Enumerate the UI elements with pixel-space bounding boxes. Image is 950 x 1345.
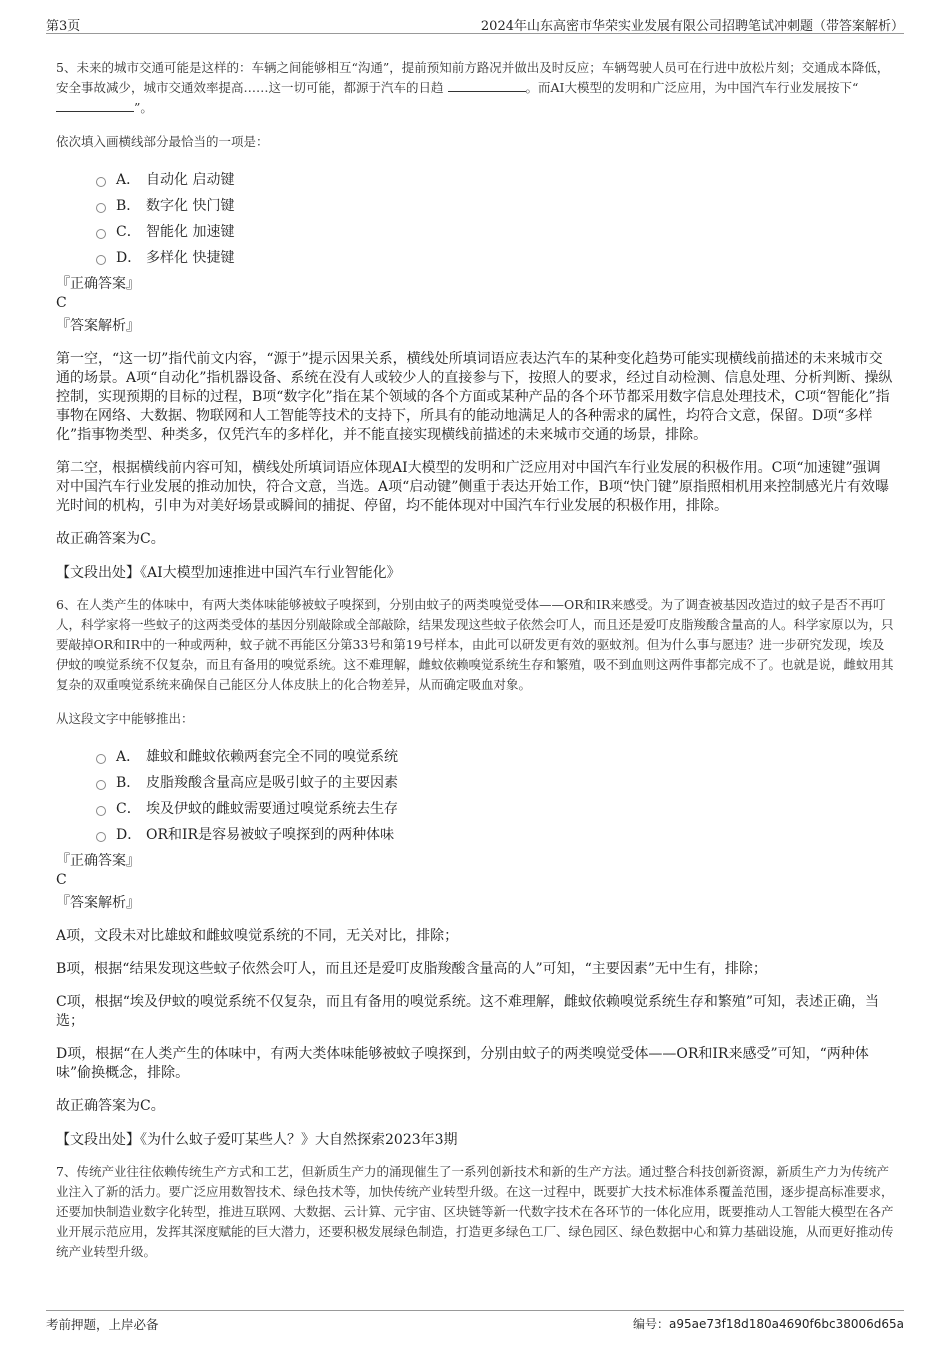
question-6-analysis-paragraph: B项，根据“结果发现这些蚊子依然会叮人，而且还是爱叮皮脂羧酸含量高的人”可知，“主要因素”无中生有，排除； bbox=[56, 961, 767, 977]
question-7-text: 7、传统产业往往依赖传统生产方式和工艺，但新质生产力的涌现催生了一系列创新技术和新的生产方法。通过整合科技创新资源，新质生产力为传统产业注入了新的活力。要广泛应用数智技术、绿色技术等，加快传统产业转型升级。在这一过程中，既要扩大技术标准体系覆盖范围，逐步提高标准要求，还要加快制造业数字化转型，推进互联网、大数据、云计算、元宇宙、区块链等新一代数字技术在各环节的一体化应用，既要推动人工智能大模型在各产业开展示范应用，发挥其深度赋能的巨大潜力，还要积极发展绿色制造，打造更多绿色工厂、绿色园区、绿色数据中心和算力基础设施，从而更好推动传统产业转型升级。 bbox=[56, 1164, 894, 1259]
question-5-option-a[interactable] bbox=[96, 166, 894, 192]
radio-icon[interactable] bbox=[96, 754, 106, 764]
question-5-conclusion: 故正确答案为C。 bbox=[56, 531, 165, 547]
question-5-prompt: 依次填入画横线部分最恰当的一项是： bbox=[56, 134, 269, 149]
option-letter: C． bbox=[116, 801, 141, 817]
question-5-option-c[interactable] bbox=[96, 218, 894, 244]
question-5-analysis-paragraph: 第一空，“这一切”指代前文内容，“源于”提示因果关系，横线处所填词语应表达汽车的某种变化趋势可能实现横线前描述的未来城市交通的场景。A项“自动化”指机器设备、系统在没有人或较少人的直接参与下，按照人的要求，经过自动检测、信息处理、分析判断、操纵控制，实现预期的目标的过程，B项“数字化”指在某个领域的各个方面或某种产品的各个环节都采用数字信息处理技术，C项“智能化”指事物在网络、大数据、物联网和人工智能等技术的支持下，所具有的能动地满足人的各种需求的属性，均符合文意，保留。D项“多样化”指事物类型、种类多，仅凭汽车的多样化，并不能直接实现横线前描述的未来城市交通的场景，排除。 bbox=[56, 351, 893, 443]
question-6-answer: C bbox=[56, 872, 67, 888]
question-5-blank-1 bbox=[448, 80, 526, 92]
option-letter: C． bbox=[116, 224, 141, 240]
radio-icon[interactable] bbox=[96, 832, 106, 842]
option-text: 智能化 加速键 bbox=[146, 224, 235, 240]
page-footer bbox=[46, 1310, 904, 1330]
question-6-conclusion: 故正确答案为C。 bbox=[56, 1098, 165, 1114]
option-letter: A． bbox=[116, 172, 141, 188]
question-5-text-part-b: 。而AI大模型的发明和广泛应用，为中国汽车行业发展按下“ bbox=[525, 80, 859, 95]
question-5-answer: C bbox=[56, 295, 67, 311]
option-text: 数字化 快门键 bbox=[146, 198, 235, 214]
radio-icon[interactable] bbox=[96, 806, 106, 816]
page-header bbox=[46, 12, 904, 34]
option-text: 雄蚊和雌蚊依赖两套完全不同的嗅觉系统 bbox=[146, 749, 398, 765]
radio-icon[interactable] bbox=[96, 780, 106, 790]
option-letter: B． bbox=[116, 775, 141, 791]
radio-icon[interactable] bbox=[96, 229, 106, 239]
option-text: 埃及伊蚊的雌蚊需要通过嗅觉系统去生存 bbox=[146, 801, 398, 817]
document-id: 编号：a95ae73f18d180a4690f6bc38006d65a bbox=[632, 1317, 904, 1331]
question-6-analysis-paragraph: D项，根据“在人类产生的体味中，有两大类体味能够被蚊子嗅探到，分别由蚊子的两类嗅觉受体——OR和IR来感受”可知，“两种体味”偷换概念，排除。 bbox=[56, 1046, 869, 1081]
question-5-analysis-paragraph: 第二空，根据横线前内容可知，横线处所填词语应体现AI大模型的发明和广泛应用对中国汽车行业发展的积极作用。C项“加速键”强调对中国汽车行业发展的推动加快，符合文意，当选。A项“启动键”侧重于表达开始工作，B项“快门键”原指照相机用来控制感光片有效曝光时间的机构，引申为对美好场景或瞬间的捕捉、停留，均不能体现对中国汽车行业发展的积极作用，排除。 bbox=[56, 460, 890, 514]
question-5-answer-label: 『正确答案』 bbox=[56, 276, 140, 292]
option-letter: D． bbox=[116, 827, 142, 843]
question-5-blank-2 bbox=[56, 100, 134, 112]
question-5-options bbox=[96, 166, 894, 270]
radio-icon[interactable] bbox=[96, 177, 106, 187]
option-text: OR和IR是容易被蚊子嗅探到的两种体味 bbox=[146, 827, 395, 843]
question-6-prompt: 从这段文字中能够推出： bbox=[56, 711, 194, 726]
question-5-text bbox=[56, 58, 894, 118]
option-text: 自动化 启动键 bbox=[146, 172, 235, 188]
radio-icon[interactable] bbox=[96, 203, 106, 213]
footer-slogan: 考前押题，上岸必备 bbox=[46, 1317, 159, 1332]
question-6-option-b[interactable] bbox=[96, 769, 894, 795]
document-body bbox=[56, 58, 894, 1262]
option-text: 多样化 快捷键 bbox=[146, 250, 235, 266]
question-6-text: 6、在人类产生的体味中，有两大类体味能够被蚊子嗅探到，分别由蚊子的两类嗅觉受体——OR和IR来感受。为了调查被基因改造过的蚊子是否不再叮人，科学家将一些蚊子的这两类受体的基因分别敲除或全部敲除，结果发现这些蚊子依然会叮人，而且还是爱叮皮脂羧酸含量高的人。科学家原以为，只要敲掉OR和IR中的一种或两种，蚊子就不再能区分第33号和第19号样本，由此可以研发更有效的驱蚊剂。但为什么事与愿违？进一步研究发现，埃及伊蚊的嗅觉系统不仅复杂，而且有备用的嗅觉系统。这不难理解，雌蚊依赖嗅觉系统生存和繁殖，吸不到血则这两件事都完成不了。也就是说，雌蚊用其复杂的双重嗅觉系统来确保自己能区分人体皮肤上的化合物差异，从而确定吸血对象。 bbox=[56, 597, 894, 692]
question-5-option-d[interactable] bbox=[96, 244, 894, 270]
document-title: 2024年山东高密市华荣实业发展有限公司招聘笔试冲刺题（带答案解析） bbox=[480, 19, 904, 34]
question-6-analysis-label: 『答案解析』 bbox=[56, 895, 140, 911]
question-6-options bbox=[96, 743, 894, 847]
question-5-text-part-a: 5、未来的城市交通可能是这样的：车辆之间能够相互“沟通”，提前预知前方路况并做出及时反应；车辆驾驶人员可在行进中放松片刻；交通成本降低，安全事故减少，城市交通效率提高……这一切可能，都源于汽车的日趋 bbox=[56, 60, 890, 95]
question-5-source: 【文段出处】《AI大模型加速推进中国汽车行业智能化》 bbox=[56, 565, 401, 581]
question-6-analysis-paragraph: C项，根据“埃及伊蚊的嗅觉系统不仅复杂，而且有备用的嗅觉系统。这不难理解，雌蚊依赖嗅觉系统生存和繁殖”可知，表述正确，当选； bbox=[56, 994, 880, 1029]
question-5-text-part-c: ”。 bbox=[134, 100, 153, 115]
question-5-option-b[interactable] bbox=[96, 192, 894, 218]
option-letter: D． bbox=[116, 250, 142, 266]
option-text: 皮脂羧酸含量高应是吸引蚊子的主要因素 bbox=[146, 775, 398, 791]
question-6-option-c[interactable] bbox=[96, 795, 894, 821]
radio-icon[interactable] bbox=[96, 255, 106, 265]
question-5-analysis-label: 『答案解析』 bbox=[56, 318, 140, 334]
option-letter: B． bbox=[116, 198, 141, 214]
question-6-analysis-paragraph: A项，文段未对比雄蚊和雌蚊嗅觉系统的不同，无关对比，排除； bbox=[56, 928, 459, 944]
page-number: 第3页 bbox=[46, 19, 81, 34]
question-6-source: 【文段出处】《为什么蚊子爱叮某些人？》大自然探索2023年3期 bbox=[56, 1132, 458, 1148]
question-6-option-d[interactable] bbox=[96, 821, 894, 847]
question-6-answer-label: 『正确答案』 bbox=[56, 853, 140, 869]
option-letter: A． bbox=[116, 749, 141, 765]
question-6-option-a[interactable] bbox=[96, 743, 894, 769]
